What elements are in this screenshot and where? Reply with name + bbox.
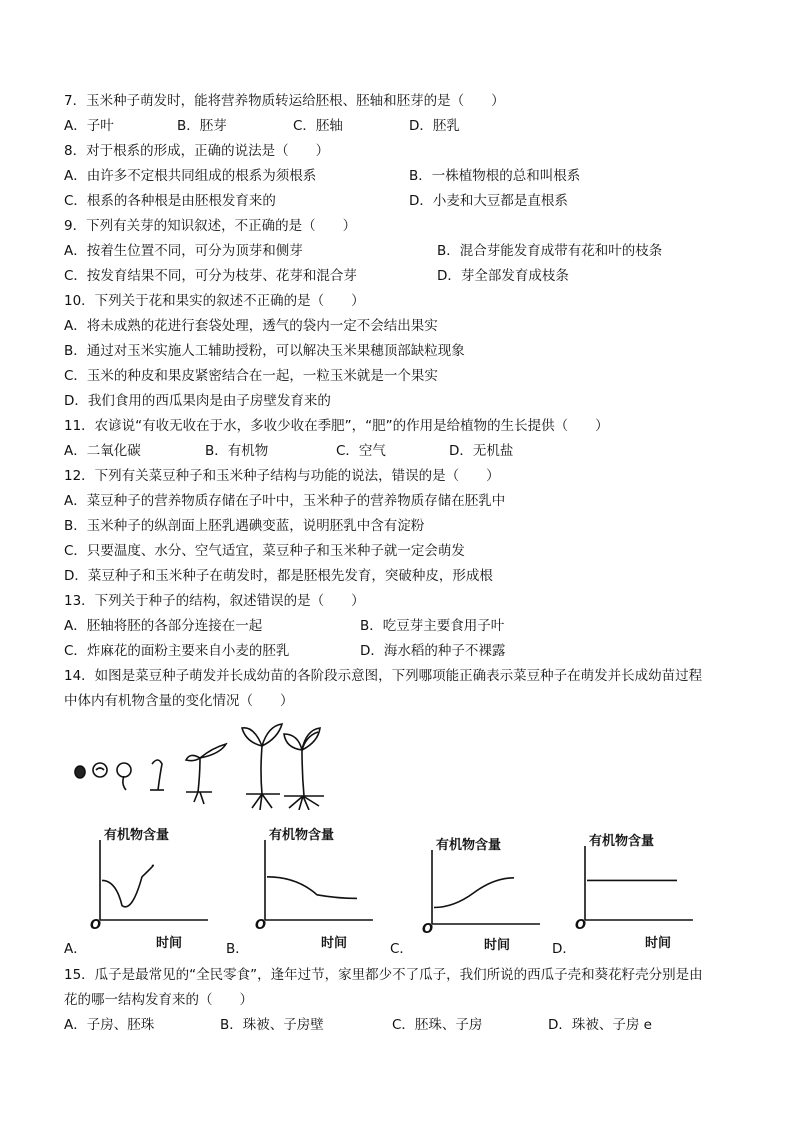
q11-option-c: C．空气 — [336, 443, 386, 459]
graph-d-ylabel: 有机物含量 — [589, 834, 655, 849]
q12-option-b: B．玉米种子的纵剖面上胚乳遇碘变蓝，说明胚乳中含有淀粉 — [64, 518, 425, 534]
q10-stem: 10．下列关于花和果实的叙述不正确的是（ ） — [64, 293, 365, 309]
q10-option-b: B．通过对玉米实施人工辅助授粉，可以解决玉米果穗顶部缺粒现象 — [64, 343, 465, 359]
q13-option-a: A．胚轴将胚的各部分连接在一起 — [64, 618, 263, 634]
q9-option-d: D．芽全部发育成枝条 — [437, 268, 569, 284]
graph-c-ylabel: 有机物含量 — [436, 838, 502, 853]
q11-option-b: B．有机物 — [205, 443, 269, 459]
q15-option-c: C．胚珠、子房 — [392, 1017, 483, 1033]
q14-option-a: A． — [64, 941, 87, 957]
q14-stem-line2: 中体内有机物含量的变化情况（ ） — [64, 693, 294, 709]
q13-option-b: B．吃豆芽主要食用子叶 — [360, 618, 505, 634]
q11-option-a: A．二氧化碳 — [64, 443, 141, 459]
seed-germination-illustration — [72, 720, 332, 810]
q12-option-a: A．菜豆种子的营养物质存储在子叶中，玉米种子的营养物质存储在胚乳中 — [64, 493, 506, 509]
graph-b-ylabel: 有机物含量 — [269, 828, 335, 843]
q8-option-c: C．根系的各种根是由胚根发育来的 — [64, 193, 276, 209]
q9-option-b: B．混合芽能发育成带有花和叶的枝条 — [437, 243, 663, 259]
graph-b-xlabel: 时间 — [321, 936, 348, 951]
q14-stem-line1: 14．如图是菜豆种子萌发并长成幼苗的各阶段示意图，下列哪项能正确表示菜豆种子在萌发并长成幼苗过程 — [64, 668, 703, 684]
q10-option-c: C．玉米的种皮和果皮紧密结合在一起，一粒玉米就是一个果实 — [64, 368, 438, 384]
q7-option-d: D．胚乳 — [409, 118, 460, 134]
q14-option-d: D． — [552, 941, 576, 957]
q9-option-c: C．按发育结果不同，可分为枝芽、花芽和混合芽 — [64, 268, 357, 284]
graph-d-xlabel: 时间 — [645, 936, 672, 951]
q8-option-d: D．小麦和大豆都是直根系 — [409, 193, 568, 209]
graph-a-xlabel: 时间 — [156, 936, 183, 951]
q8-option-a: A．由许多不定根共同组成的根系为须根系 — [64, 168, 317, 184]
q8-option-b: B．一株植物根的总和叫根系 — [409, 168, 581, 184]
graph-b — [255, 818, 375, 950]
q15-option-d: D．珠被、子房 e — [548, 1017, 652, 1033]
graph-b-origin: O — [255, 918, 267, 933]
q13-option-d: D．海水稻的种子不裸露 — [360, 643, 506, 659]
q14-option-b: B． — [226, 941, 249, 957]
q9-stem: 9．下列有关芽的知识叙述，不正确的是（ ） — [64, 218, 357, 234]
q10-option-a: A．将未成熟的花进行套袋处理，透气的袋内一定不会结出果实 — [64, 318, 438, 334]
q7-option-a: A．子叶 — [64, 118, 114, 134]
q7-option-b: B．胚芽 — [177, 118, 227, 134]
q14-option-c: C． — [390, 941, 413, 957]
graph-d — [575, 818, 695, 950]
q8-stem: 8．对于根系的形成，正确的说法是（ ） — [64, 143, 330, 159]
graph-a-curve — [102, 865, 153, 907]
q15-stem-line2: 花的哪一结构发育来的（ ） — [64, 992, 253, 1008]
q15-stem-line1: 15．瓜子是最常见的“全民零食”，逢年过节，家里都少不了瓜子，我们所说的西瓜子壳和葵花籽壳分别是由 — [64, 967, 703, 983]
graph-d-plot — [575, 818, 695, 950]
q12-option-c: C．只要温度、水分、空气适宜，菜豆种子和玉米种子就一定会萌发 — [64, 543, 465, 559]
graph-a-origin: O — [90, 918, 102, 933]
q13-option-c: C．炸麻花的面粉主要来自小麦的胚乳 — [64, 643, 290, 659]
graph-c-plot — [422, 818, 542, 950]
q15-option-a: A．子房、胚珠 — [64, 1017, 155, 1033]
graph-a-plot — [90, 818, 210, 950]
graph-c — [422, 818, 542, 953]
q11-option-d: D．无机盐 — [449, 443, 514, 459]
graph-b-plot — [255, 818, 375, 950]
q12-stem: 12．下列有关菜豆种子和玉米种子结构与功能的说法，错误的是（ ） — [64, 468, 500, 484]
q12-option-d: D．菜豆种子和玉米种子在萌发时，都是胚根先发育，突破种皮，形成根 — [64, 568, 493, 584]
q7-option-c: C．胚轴 — [293, 118, 343, 134]
q15-option-b: B．珠被、子房壁 — [220, 1017, 324, 1033]
graph-a-ylabel: 有机物含量 — [104, 828, 170, 843]
graph-c-origin: O — [422, 922, 434, 937]
q10-option-d: D．我们食用的西瓜果肉是由子房壁发育来的 — [64, 393, 331, 409]
q9-option-a: A．按着生位置不同，可分为顶芽和侧芽 — [64, 243, 303, 259]
graph-a — [90, 818, 210, 950]
q7-stem: 7．玉米种子萌发时，能将营养物质转运给胚根、胚轴和胚芽的是（ ） — [64, 93, 505, 109]
graph-c-curve — [434, 878, 514, 908]
graph-b-curve — [267, 877, 357, 899]
q13-stem: 13．下列关于种子的结构，叙述错误的是（ ） — [64, 593, 365, 609]
graph-d-origin: O — [575, 918, 587, 933]
q11-stem: 11．农谚说“有收无收在于水，多收少收在季肥”，“肥”的作用是给植物的生长提供（ ） — [64, 418, 609, 434]
graph-c-xlabel: 时间 — [484, 938, 511, 953]
